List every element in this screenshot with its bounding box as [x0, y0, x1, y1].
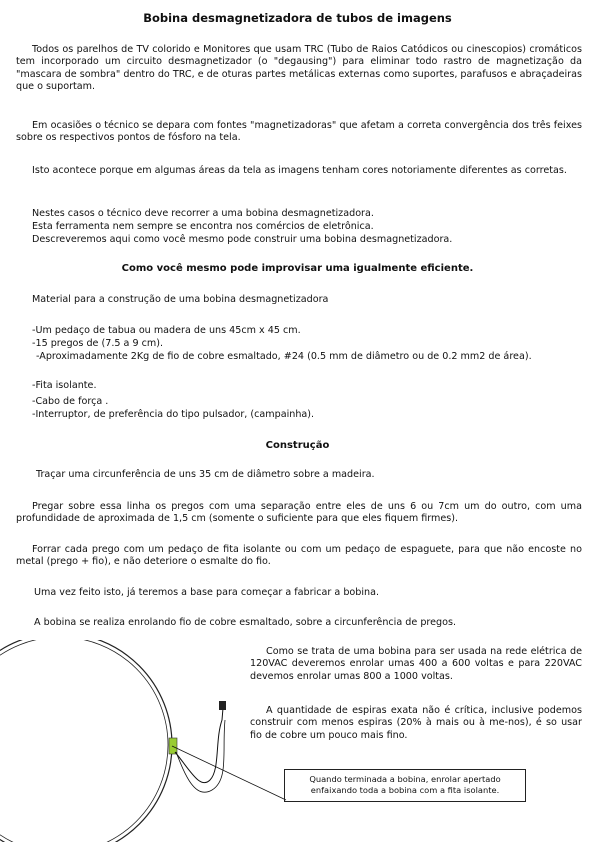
material-item: -Um pedaço de tabua ou madera de uns 45cm x 45 cm.	[32, 325, 301, 336]
coil-outer-ring	[0, 640, 172, 842]
material-item: -15 pregos de (7.5 a 9 cm).	[32, 338, 164, 349]
construction-step: Uma vez feito isto, já teremos a base para começar a fabricar a bobina.	[34, 587, 380, 598]
material-item: -Aproximadamente 2Kg de fio de cobre esmaltado, #24 (0.5 mm de diâmetro ou de 0.2 mm2 de área).	[36, 351, 532, 362]
intro-paragraph-3: Isto acontece porque em algumas áreas da tela as imagens tenham cores notoriamente diferentes as corretas.	[32, 165, 567, 176]
text-line: Descreveremos aqui como você mesmo pode construir uma bobina desmagnetizadora.	[32, 234, 453, 245]
construction-step: Traçar uma circunferência de uns 35 cm de diâmetro sobre a madeira.	[36, 469, 375, 480]
material-item: -Fita isolante.	[32, 380, 97, 391]
side-paragraph-2: A quantidade de espiras exata não é crítica, inclusive podemos construir com menos espiras (20% à mais ou à me-nos), é so usar fio de cobre um pouco mais fino.	[250, 705, 582, 741]
document-title: Bobina desmagnetizadora de tubos de imagens	[143, 11, 452, 25]
text-line: Nestes casos o técnico deve recorrer a uma bobina desmagnetizadora.	[32, 208, 374, 219]
coil-illustration	[0, 640, 300, 842]
callout-box: Quando terminada a bobina, enrolar apertado enfaixando toda a bobina com a fita isolante.	[284, 769, 526, 802]
construction-step: Pregar sobre essa linha os pregos com uma separação entre eles de uns 6 ou 7cm um do outro, com uma profundidade de aproximada de 1,5 cm (somente o suficiente para que eles fiquem firmes).	[16, 501, 582, 525]
intro-paragraph-1: Todos os parelhos de TV colorido e Monitores que usam TRC (Tubo de Raios Catódicos ou cinescopios) cromáticos tem incorporado um circuito desmagnetizador (o "degausing") para eliminar todo rastro de magnetização da "mascara de sombra" dentro do TRC, e de oturas partes metálicas externas como suportes, parafusos e abraçadeiras que o suportam.	[16, 44, 582, 93]
construction-step: Forrar cada prego com um pedaço de fita isolante ou com um pedaço de espaguete, para que não encoste no metal (prego + fio), e não deteriore o esmalte do fio.	[16, 544, 582, 568]
material-item: -Cabo de força .	[32, 396, 109, 407]
callout-leader	[172, 746, 286, 800]
material-heading: Material para a construção de uma bobina desmagnetizadora	[32, 294, 329, 305]
lead-wire	[175, 708, 223, 783]
side-paragraph-1: Como se trata de uma bobina para ser usada na rede elétrica de 120VAC deveremos enrolar umas 400 a 600 voltas e para 220VAC devemos enrolar umas 800 a 1000 voltas.	[250, 646, 582, 682]
material-item: -Interruptor, de preferência do tipo pulsador, (campainha).	[32, 409, 315, 420]
tape-wrap	[169, 738, 177, 754]
plug-icon	[219, 701, 226, 710]
construction-step: A bobina se realiza enrolando fio de cobre esmaltado, sobre a circunferência de pregos.	[34, 617, 457, 628]
section-heading: Construção	[265, 440, 330, 451]
text-line: Esta ferramenta nem sempre se encontra nos comércios de eletrônica.	[32, 221, 374, 232]
intro-paragraph-2: Em ocasiões o técnico se depara com fontes "magnetizadoras" que afetam a correta convergência dos três feixes sobre os respectivos pontos de fósforo na tela.	[16, 120, 582, 144]
section-heading: Como você mesmo pode improvisar uma igualmente eficiente.	[121, 263, 474, 274]
